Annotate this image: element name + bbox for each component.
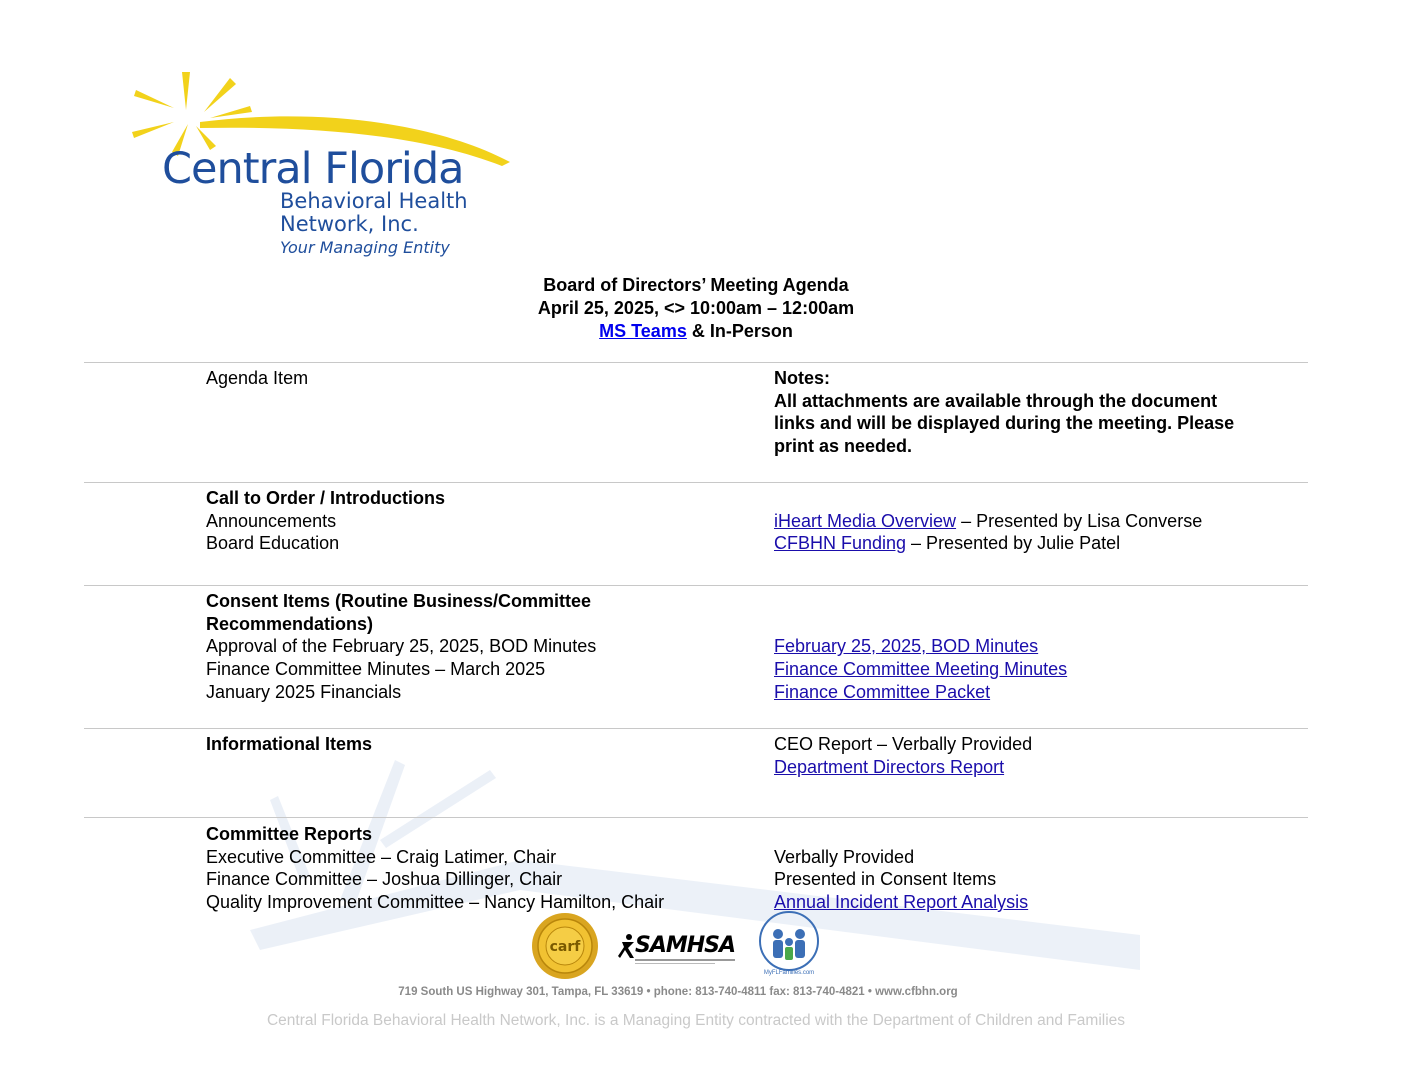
finance-minutes-link[interactable]: Finance Committee Meeting Minutes [774, 659, 1068, 680]
footer-tagline: Central Florida Behavioral Health Network, Inc. is a Managing Entity contracted with the Department of Children and Families [266, 1012, 1126, 1029]
cfbhn-funding-link[interactable]: CFBHN Funding [774, 533, 907, 554]
note-line: CFBHN Funding – Presented by Julie Patel [774, 533, 1121, 554]
logo-title: Central Florida [162, 144, 464, 194]
note-line: Presented in Consent Items [774, 869, 997, 890]
section-consent-items-notes [774, 635, 1294, 703]
section-committee-notes [774, 846, 1294, 914]
section-informational-items [206, 733, 746, 756]
iheart-media-link[interactable]: iHeart Media Overview [774, 510, 957, 531]
agenda-item: Announcements [206, 510, 337, 531]
table-divider [84, 585, 1308, 586]
myflfamilies-seal: MyFLFamilies.com [756, 910, 822, 980]
section-call-to-order-notes [774, 510, 1294, 555]
cfbhn-logo [130, 70, 520, 270]
agenda-item: January 2025 Financials [206, 681, 402, 702]
finance-packet-link[interactable]: Finance Committee Packet [774, 681, 991, 702]
table-divider [84, 728, 1308, 729]
svg-text:carf: carf [549, 939, 581, 955]
directors-report-link[interactable]: Department Directors Report [774, 756, 1005, 777]
carf-seal-icon [531, 912, 599, 980]
ms-teams-link[interactable]: MS Teams [599, 321, 687, 341]
incident-report-link[interactable]: Annual Incident Report Analysis [774, 892, 1029, 913]
agenda-item: Board Education [206, 533, 340, 554]
agenda-item: Quality Improvement Committee – Nancy Hamilton, Chair [206, 892, 665, 913]
section-title: Consent Items (Routine Business/Committee [206, 591, 592, 611]
section-title: Informational Items [206, 734, 373, 754]
notes-header: Notes: All attachments are available through the document links and will be displayed during the meeting. Please print as needed. [774, 368, 1235, 457]
section-consent-items [206, 590, 746, 704]
family-seal-icon [756, 910, 822, 972]
note-line: Verbally Provided [774, 846, 915, 867]
meeting-location: MS Teams & In-Person [599, 321, 793, 341]
logo-tagline: Your Managing Entity [280, 238, 450, 257]
bod-minutes-link[interactable]: February 25, 2025, BOD Minutes [774, 636, 1039, 657]
section-title: Recommendations) [206, 613, 374, 634]
samhsa-figure-icon [618, 934, 636, 960]
agenda-item: Approval of the February 25, 2025, BOD Minutes [206, 636, 597, 657]
section-committee-reports [206, 823, 746, 914]
section-title: Committee Reports [206, 824, 373, 844]
samhsa-logo: SAMHSA [618, 932, 738, 966]
agenda-title: Board of Directors’ Meeting Agenda [543, 275, 849, 295]
table-divider [84, 362, 1308, 363]
note-line: iHeart Media Overview – Presented by Lisa Converse [774, 510, 1203, 531]
table-divider [84, 817, 1308, 818]
note-line: CEO Report – Verbally Provided [774, 734, 1033, 754]
meeting-datetime: April 25, 2025, <> 10:00am – 12:00am [537, 298, 855, 318]
agenda-item-header: Agenda Item [206, 368, 309, 388]
table-divider [84, 482, 1308, 483]
agenda-item: Finance Committee – Joshua Dillinger, Chair [206, 869, 563, 890]
footer-address: 719 South US Highway 301, Tampa, FL 33619 • phone: 813-740-4811 fax: 813-740-4821 • www.cfbhn.org [398, 986, 958, 998]
section-call-to-order [206, 487, 746, 555]
agenda-header [0, 274, 1392, 343]
agenda-item: Executive Committee – Craig Latimer, Chair [206, 846, 557, 867]
section-informational-notes [774, 733, 1294, 778]
agenda-item: Finance Committee Minutes – March 2025 [206, 659, 546, 680]
logo-subtitle: Behavioral Health Network, Inc. [280, 189, 468, 236]
section-title: Call to Order / Introductions [206, 488, 446, 508]
